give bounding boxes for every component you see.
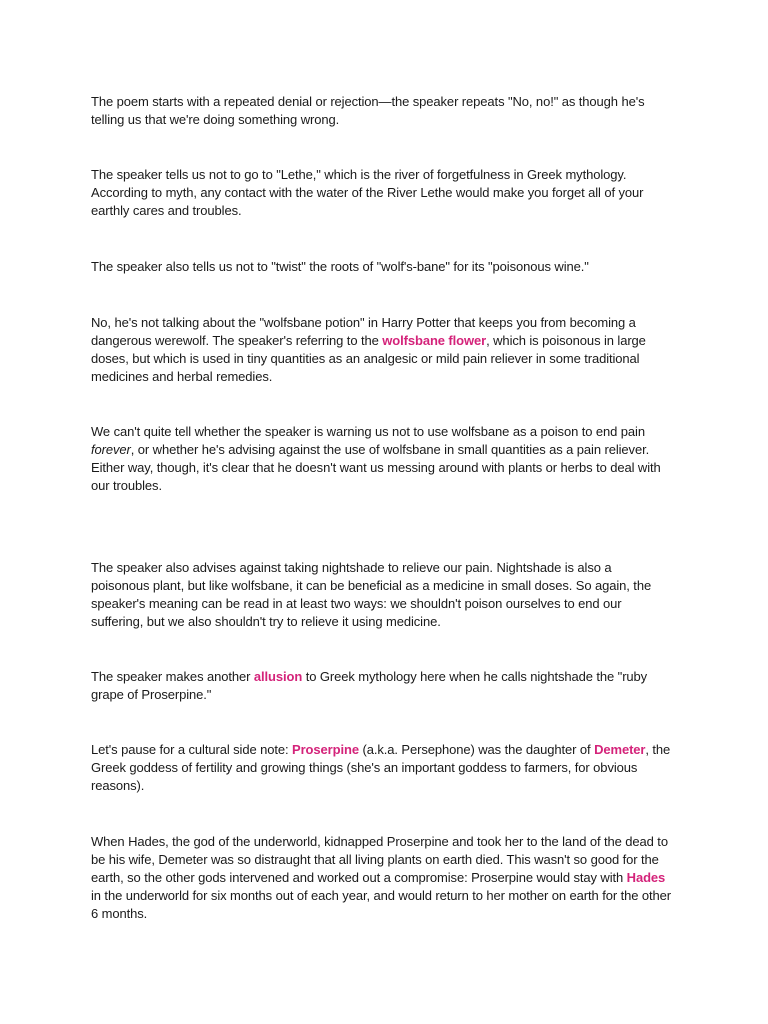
paragraph-wolfsbane-roots: [91, 258, 671, 276]
paragraph-poem-start: [91, 93, 671, 129]
paragraph-nightshade: [91, 559, 671, 631]
paragraph-text: The speaker also tells us not to "twist" the roots of "wolf's-bane" for its "poisonous wine.": [91, 259, 589, 274]
paragraph-text: , which is poisonous in large doses, but which is used in tiny quantities as an analgesic or mild pain reliever in some traditional medicines and herbal remedies.: [91, 333, 646, 384]
paragraph-hades-myth: [91, 833, 671, 923]
paragraph-lethe: [91, 166, 671, 220]
wolfsbane-flower-link[interactable]: wolfsbane flower: [382, 333, 487, 348]
paragraph-text: , the Greek goddess of fertility and growing things (she's an important goddess to farmers, for obvious reasons).: [91, 742, 671, 793]
demeter-link[interactable]: Demeter: [594, 742, 646, 757]
paragraph-text: We can't quite tell whether the speaker is warning us not to use wolfsbane as a poison to end pain: [91, 424, 645, 439]
paragraph-poison-or-medicine: [91, 423, 671, 495]
proserpine-link[interactable]: Proserpine: [292, 742, 359, 757]
paragraph-proserpine-note: [91, 741, 671, 795]
paragraph-text: to Greek mythology here when he calls nightshade the "ruby grape of Proserpine.": [91, 669, 648, 702]
allusion-link[interactable]: allusion: [253, 669, 303, 684]
paragraph-text: The speaker makes another: [91, 669, 254, 684]
paragraph-wolfsbane-flower: [91, 314, 671, 386]
paragraph-text: in the underworld for six months out of each year, and would return to her mother on earth for the other 6 months.: [91, 888, 671, 921]
paragraph-text: No, he's not talking about the "wolfsbane potion" in Harry Potter that keeps you from becoming a dangerous werewolf. The speaker's referring to the: [91, 315, 636, 348]
hades-link[interactable]: Hades: [626, 870, 666, 885]
paragraph-text: The speaker tells us not to go to "Lethe," which is the river of forgetfulness in Greek mythology. According to myth, any contact with the water of the River Lethe would make you forget all of your earthly cares and troubles.: [91, 167, 644, 218]
paragraph-text: , or whether he's advising against the use of wolfsbane in small quantities as a pain reliever. Either way, though, it's clear that he doesn't want us messing around with plants or herbs to deal with our troubles.: [91, 442, 661, 493]
paragraph-text: The speaker also advises against taking nightshade to relieve our pain. Nightshade is also a poisonous plant, but like wolfsbane, it can be beneficial as a medicine in small doses. So again, the speaker's meaning can be read in at least two ways: we shouldn't poison ourselves to end our suffering, but we also shouldn't try to relieve it using medicine.: [91, 560, 652, 629]
emphasis-forever: forever: [91, 442, 131, 457]
paragraph-text: Let's pause for a cultural side note:: [91, 742, 293, 757]
paragraph-allusion: [91, 668, 671, 704]
paragraph-text: (a.k.a. Persephone) was the daughter of: [358, 742, 595, 757]
paragraph-text: The poem starts with a repeated denial or rejection—the speaker repeats "No, no!" as though he's telling us that we're doing something wrong.: [91, 94, 645, 127]
paragraph-text: When Hades, the god of the underworld, kidnapped Proserpine and took her to the land of the dead to be his wife, Demeter was so distraught that all living plants on earth died. This wasn't so good for the earth, so the other gods intervened and worked out a compromise: Proserpine would stay with: [91, 834, 668, 885]
